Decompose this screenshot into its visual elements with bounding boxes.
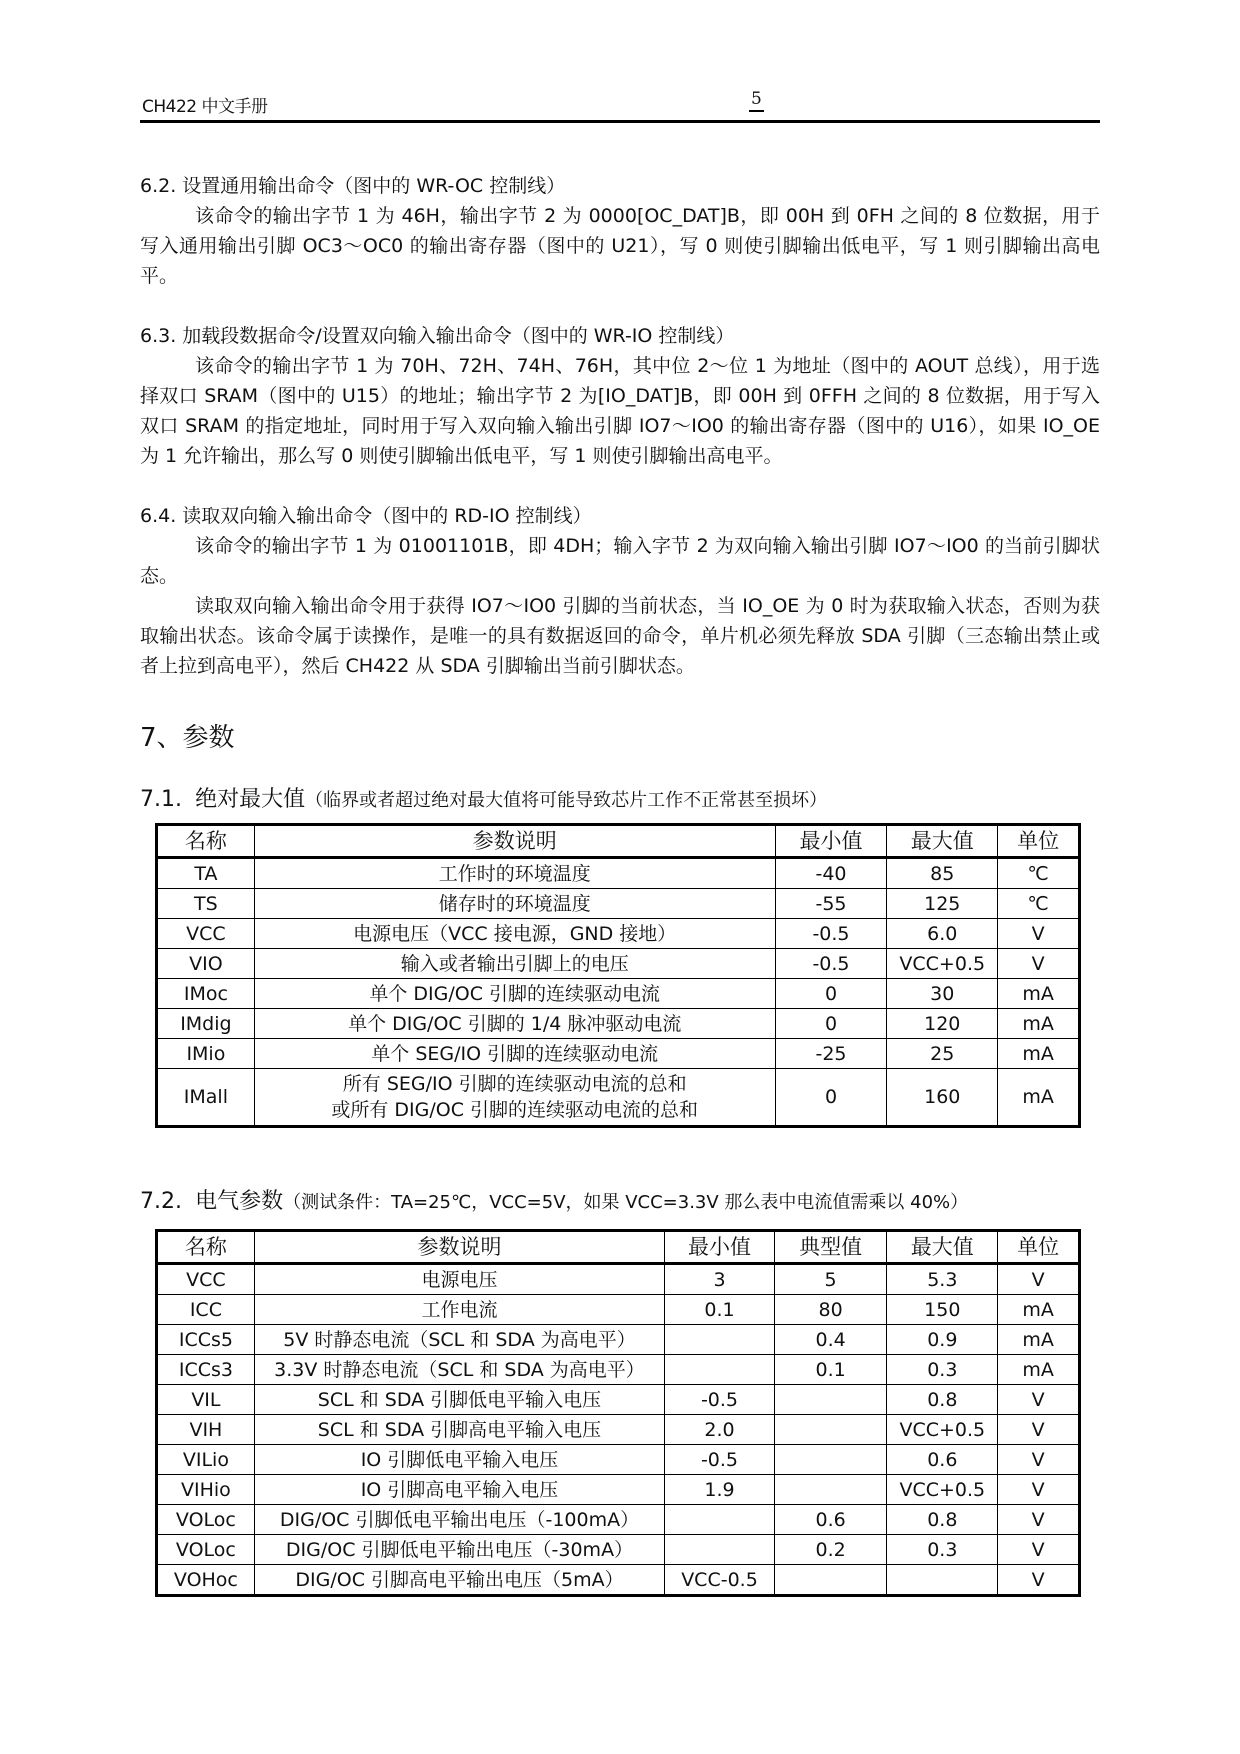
table-cell: 0.8 bbox=[887, 1505, 998, 1535]
section-note: （测试条件：TA=25℃，VCC=5V，如果 VCC=3.3V 那么表中电流值需乘以 40%） bbox=[283, 1192, 969, 1213]
table-cell: TA bbox=[157, 858, 255, 889]
document-title: CH422 中文手册 bbox=[142, 97, 268, 117]
table-cell: V bbox=[998, 1475, 1080, 1505]
table-row bbox=[157, 1039, 1080, 1069]
table-cell: SCL 和 SDA 引脚低电平输入电压 bbox=[254, 1385, 664, 1415]
table-cell: 0.3 bbox=[887, 1355, 998, 1385]
table-cell: -0.5 bbox=[665, 1445, 775, 1475]
table-cell: VOHoc bbox=[157, 1565, 255, 1596]
table-row bbox=[157, 1535, 1080, 1565]
paragraph: 该命令的输出字节 1 为 70H、72H、74H、76H，其中位 2～位 1 为地址（图中的 AOUT 总线），用于选择双口 SRAM（图中的 U15）的地址；输出字节 2 为[IO_DAT]B，即 00H 到 0FFH 之间的 8 位数据，用于写入双口 SRAM 的指定地址，同时用于写入双向输入输出引脚 IO7～IO0 的输出寄存器（图中的 U16），如果 IO_OE 为 1 允许输出，那么写 0 则使引脚输出低电平，写 1 则使引脚输出高电平。 bbox=[140, 355, 1100, 467]
table-cell: 160 bbox=[887, 1069, 998, 1127]
table-cell bbox=[774, 1385, 887, 1415]
section-heading: 6.4. 读取双向输入输出命令（图中的 RD-IO 控制线） bbox=[140, 505, 592, 527]
table-cell: VCC-0.5 bbox=[665, 1565, 775, 1596]
table-cell-multiline bbox=[254, 1069, 775, 1127]
table-cell: V bbox=[998, 1264, 1080, 1295]
table-row bbox=[157, 1295, 1080, 1325]
table-cell: VOLoc bbox=[157, 1535, 255, 1565]
paragraph: 该命令的输出字节 1 为 46H，输出字节 2 为 0000[OC_DAT]B，即 00H 到 0FH 之间的 8 位数据，用于写入通用输出引脚 OC3～OC0 的输出寄存器（图中的 U21），写 0 则使引脚输出低电平，写 1 则引脚输出高电平。 bbox=[140, 205, 1100, 287]
table-cell: mA bbox=[998, 1325, 1080, 1355]
page-header bbox=[140, 84, 1100, 123]
column-header: 参数说明 bbox=[254, 825, 775, 858]
table-cell: 输入或者输出引脚上的电压 bbox=[254, 949, 775, 979]
table-cell: 30 bbox=[887, 979, 998, 1009]
table-cell: V bbox=[998, 919, 1080, 949]
table-cell: mA bbox=[998, 1009, 1080, 1039]
table-cell: mA bbox=[998, 1295, 1080, 1325]
section-7-heading: 7、参数 bbox=[140, 723, 235, 753]
section-6-3 bbox=[140, 321, 1100, 471]
table-row bbox=[157, 1505, 1080, 1535]
table-cell: 0.9 bbox=[887, 1325, 998, 1355]
table-row bbox=[157, 1385, 1080, 1415]
table-cell: 电源电压 bbox=[254, 1264, 664, 1295]
table-header-row bbox=[157, 825, 1080, 858]
electrical-params-table bbox=[155, 1229, 1081, 1597]
table-cell: 3.3V 时静态电流（SCL 和 SDA 为高电平） bbox=[254, 1355, 664, 1385]
column-header: 最大值 bbox=[887, 825, 998, 858]
table-cell: 0 bbox=[775, 1009, 887, 1039]
table-cell bbox=[665, 1325, 775, 1355]
table-cell: 0.1 bbox=[665, 1295, 775, 1325]
column-header: 最大值 bbox=[887, 1231, 998, 1264]
table-cell bbox=[887, 1565, 998, 1596]
table-cell: 储存时的环境温度 bbox=[254, 889, 775, 919]
table-cell: VCC+0.5 bbox=[887, 1415, 998, 1445]
table-cell: 5.3 bbox=[887, 1264, 998, 1295]
column-header: 典型值 bbox=[774, 1231, 887, 1264]
table-cell: IMio bbox=[157, 1039, 255, 1069]
table-cell: 0.3 bbox=[887, 1535, 998, 1565]
table-cell: 0.6 bbox=[887, 1445, 998, 1475]
table-row bbox=[157, 1325, 1080, 1355]
table-cell: -55 bbox=[775, 889, 887, 919]
table-cell: 5 bbox=[774, 1264, 887, 1295]
table-cell bbox=[665, 1505, 775, 1535]
section-note: （临界或者超过绝对最大值将可能导致芯片工作不正常甚至损坏） bbox=[305, 790, 828, 811]
section-number: 7.2. bbox=[140, 1189, 182, 1214]
table-cell: 1.9 bbox=[665, 1475, 775, 1505]
column-header: 单位 bbox=[998, 1231, 1080, 1264]
table-cell: 0.8 bbox=[887, 1385, 998, 1415]
table-row bbox=[157, 1445, 1080, 1475]
table-cell: 80 bbox=[774, 1295, 887, 1325]
section-7-2-heading bbox=[140, 1184, 1100, 1215]
table-cell bbox=[665, 1355, 775, 1385]
table-cell: ICCs3 bbox=[157, 1355, 255, 1385]
table-cell: 工作电流 bbox=[254, 1295, 664, 1325]
table-row bbox=[157, 979, 1080, 1009]
column-header: 名称 bbox=[157, 1231, 255, 1264]
table-cell bbox=[774, 1565, 887, 1596]
table-cell: IMoc bbox=[157, 979, 255, 1009]
paragraph: 读取双向输入输出命令用于获得 IO7～IO0 引脚的当前状态，当 IO_OE 为 0 时为获取输入状态，否则为获取输出状态。该命令属于读操作，是唯一的具有数据返回的命令，单片机必须先释放 SDA 引脚（三态输出禁止或者上拉到高电平），然后 CH422 从 SDA 引脚输出当前引脚状态。 bbox=[140, 595, 1100, 677]
table-row bbox=[157, 919, 1080, 949]
table-row bbox=[157, 1069, 1080, 1127]
table-cell: 6.0 bbox=[887, 919, 998, 949]
table-cell: 单个 SEG/IO 引脚的连续驱动电流 bbox=[254, 1039, 775, 1069]
table-cell: V bbox=[998, 1445, 1080, 1475]
absolute-max-table bbox=[155, 823, 1081, 1128]
table-cell: 工作时的环境温度 bbox=[254, 858, 775, 889]
table-cell: 85 bbox=[887, 858, 998, 889]
column-header: 单位 bbox=[998, 825, 1080, 858]
cell-line: 或所有 DIG/OC 引脚的连续驱动电流的总和 bbox=[331, 1099, 699, 1121]
section-heading: 6.3. 加载段数据命令/设置双向输入输出命令（图中的 WR-IO 控制线） bbox=[140, 325, 735, 347]
table-cell: mA bbox=[998, 1039, 1080, 1069]
table-cell: IMdig bbox=[157, 1009, 255, 1039]
column-header: 名称 bbox=[157, 825, 255, 858]
table-cell: 0.6 bbox=[774, 1505, 887, 1535]
table-cell: mA bbox=[998, 979, 1080, 1009]
table-cell: 单个 DIG/OC 引脚的 1/4 脉冲驱动电流 bbox=[254, 1009, 775, 1039]
table-cell: 5V 时静态电流（SCL 和 SDA 为高电平） bbox=[254, 1325, 664, 1355]
table-cell: 电源电压（VCC 接电源，GND 接地） bbox=[254, 919, 775, 949]
table-cell: V bbox=[998, 1505, 1080, 1535]
table-cell: DIG/OC 引脚高电平输出电压（5mA） bbox=[254, 1565, 664, 1596]
table-cell: VCC bbox=[157, 919, 255, 949]
table-cell: V bbox=[998, 1415, 1080, 1445]
table-row bbox=[157, 1565, 1080, 1596]
table-cell: VILio bbox=[157, 1445, 255, 1475]
paragraph: 该命令的输出字节 1 为 01001101B，即 4DH；输入字节 2 为双向输入输出引脚 IO7～IO0 的当前引脚状态。 bbox=[140, 535, 1100, 587]
table-cell: V bbox=[998, 1535, 1080, 1565]
table-cell: V bbox=[998, 1565, 1080, 1596]
table-cell: 0 bbox=[775, 1069, 887, 1127]
table-cell: VIH bbox=[157, 1415, 255, 1445]
section-title: 绝对最大值 bbox=[195, 787, 306, 812]
table-cell: V bbox=[998, 1385, 1080, 1415]
table-row bbox=[157, 1264, 1080, 1295]
table-cell: -0.5 bbox=[775, 949, 887, 979]
page-number: 5 bbox=[749, 88, 764, 112]
table-cell: DIG/OC 引脚低电平输出电压（-100mA） bbox=[254, 1505, 664, 1535]
table-cell bbox=[774, 1415, 887, 1445]
table-cell bbox=[774, 1445, 887, 1475]
table-row bbox=[157, 1475, 1080, 1505]
table-row bbox=[157, 949, 1080, 979]
table-cell: ICC bbox=[157, 1295, 255, 1325]
table-cell: -0.5 bbox=[665, 1385, 775, 1415]
table-cell: 0.1 bbox=[774, 1355, 887, 1385]
table-cell: mA bbox=[998, 1355, 1080, 1385]
table-row bbox=[157, 1009, 1080, 1039]
column-header: 最小值 bbox=[665, 1231, 775, 1264]
column-header: 参数说明 bbox=[254, 1231, 664, 1264]
cell-line: 所有 SEG/IO 引脚的连续驱动电流的总和 bbox=[342, 1073, 687, 1095]
table-cell: VIO bbox=[157, 949, 255, 979]
table-cell: VCC+0.5 bbox=[887, 949, 998, 979]
table-cell: VCC bbox=[157, 1264, 255, 1295]
table-cell: 0.2 bbox=[774, 1535, 887, 1565]
table-cell: IO 引脚高电平输入电压 bbox=[254, 1475, 664, 1505]
section-heading: 6.2. 设置通用输出命令（图中的 WR-OC 控制线） bbox=[140, 175, 566, 197]
table-cell: IO 引脚低电平输入电压 bbox=[254, 1445, 664, 1475]
table-cell: TS bbox=[157, 889, 255, 919]
table-cell: ℃ bbox=[998, 858, 1080, 889]
table-cell: SCL 和 SDA 引脚高电平输入电压 bbox=[254, 1415, 664, 1445]
section-title: 电气参数 bbox=[195, 1189, 284, 1214]
table-cell: V bbox=[998, 949, 1080, 979]
table-cell: 125 bbox=[887, 889, 998, 919]
table-cell: -40 bbox=[775, 858, 887, 889]
table-cell bbox=[774, 1475, 887, 1505]
table-cell: 3 bbox=[665, 1264, 775, 1295]
table-row bbox=[157, 858, 1080, 889]
table-header-row bbox=[157, 1231, 1080, 1264]
table-cell: 0 bbox=[775, 979, 887, 1009]
section-7-1-heading bbox=[140, 782, 1100, 813]
section-number: 7.1. bbox=[140, 787, 182, 812]
table-cell: ℃ bbox=[998, 889, 1080, 919]
table-cell: VCC+0.5 bbox=[887, 1475, 998, 1505]
table-cell: 单个 DIG/OC 引脚的连续驱动电流 bbox=[254, 979, 775, 1009]
column-header: 最小值 bbox=[775, 825, 887, 858]
table-cell: ICCs5 bbox=[157, 1325, 255, 1355]
table-cell: VIL bbox=[157, 1385, 255, 1415]
table-cell: IMall bbox=[157, 1069, 255, 1127]
table-row bbox=[157, 1355, 1080, 1385]
table-cell: 0.4 bbox=[774, 1325, 887, 1355]
table-cell: DIG/OC 引脚低电平输出电压（-30mA） bbox=[254, 1535, 664, 1565]
table-cell: 120 bbox=[887, 1009, 998, 1039]
table-cell: 2.0 bbox=[665, 1415, 775, 1445]
table-row bbox=[157, 1415, 1080, 1445]
table-cell: mA bbox=[998, 1069, 1080, 1127]
table-cell: -25 bbox=[775, 1039, 887, 1069]
section-6-4 bbox=[140, 501, 1100, 681]
table-cell: 25 bbox=[887, 1039, 998, 1069]
table-cell bbox=[665, 1535, 775, 1565]
section-6-2 bbox=[140, 171, 1100, 291]
table-cell: 150 bbox=[887, 1295, 998, 1325]
table-cell: -0.5 bbox=[775, 919, 887, 949]
table-cell: VIHio bbox=[157, 1475, 255, 1505]
table-cell: VOLoc bbox=[157, 1505, 255, 1535]
table-row bbox=[157, 889, 1080, 919]
